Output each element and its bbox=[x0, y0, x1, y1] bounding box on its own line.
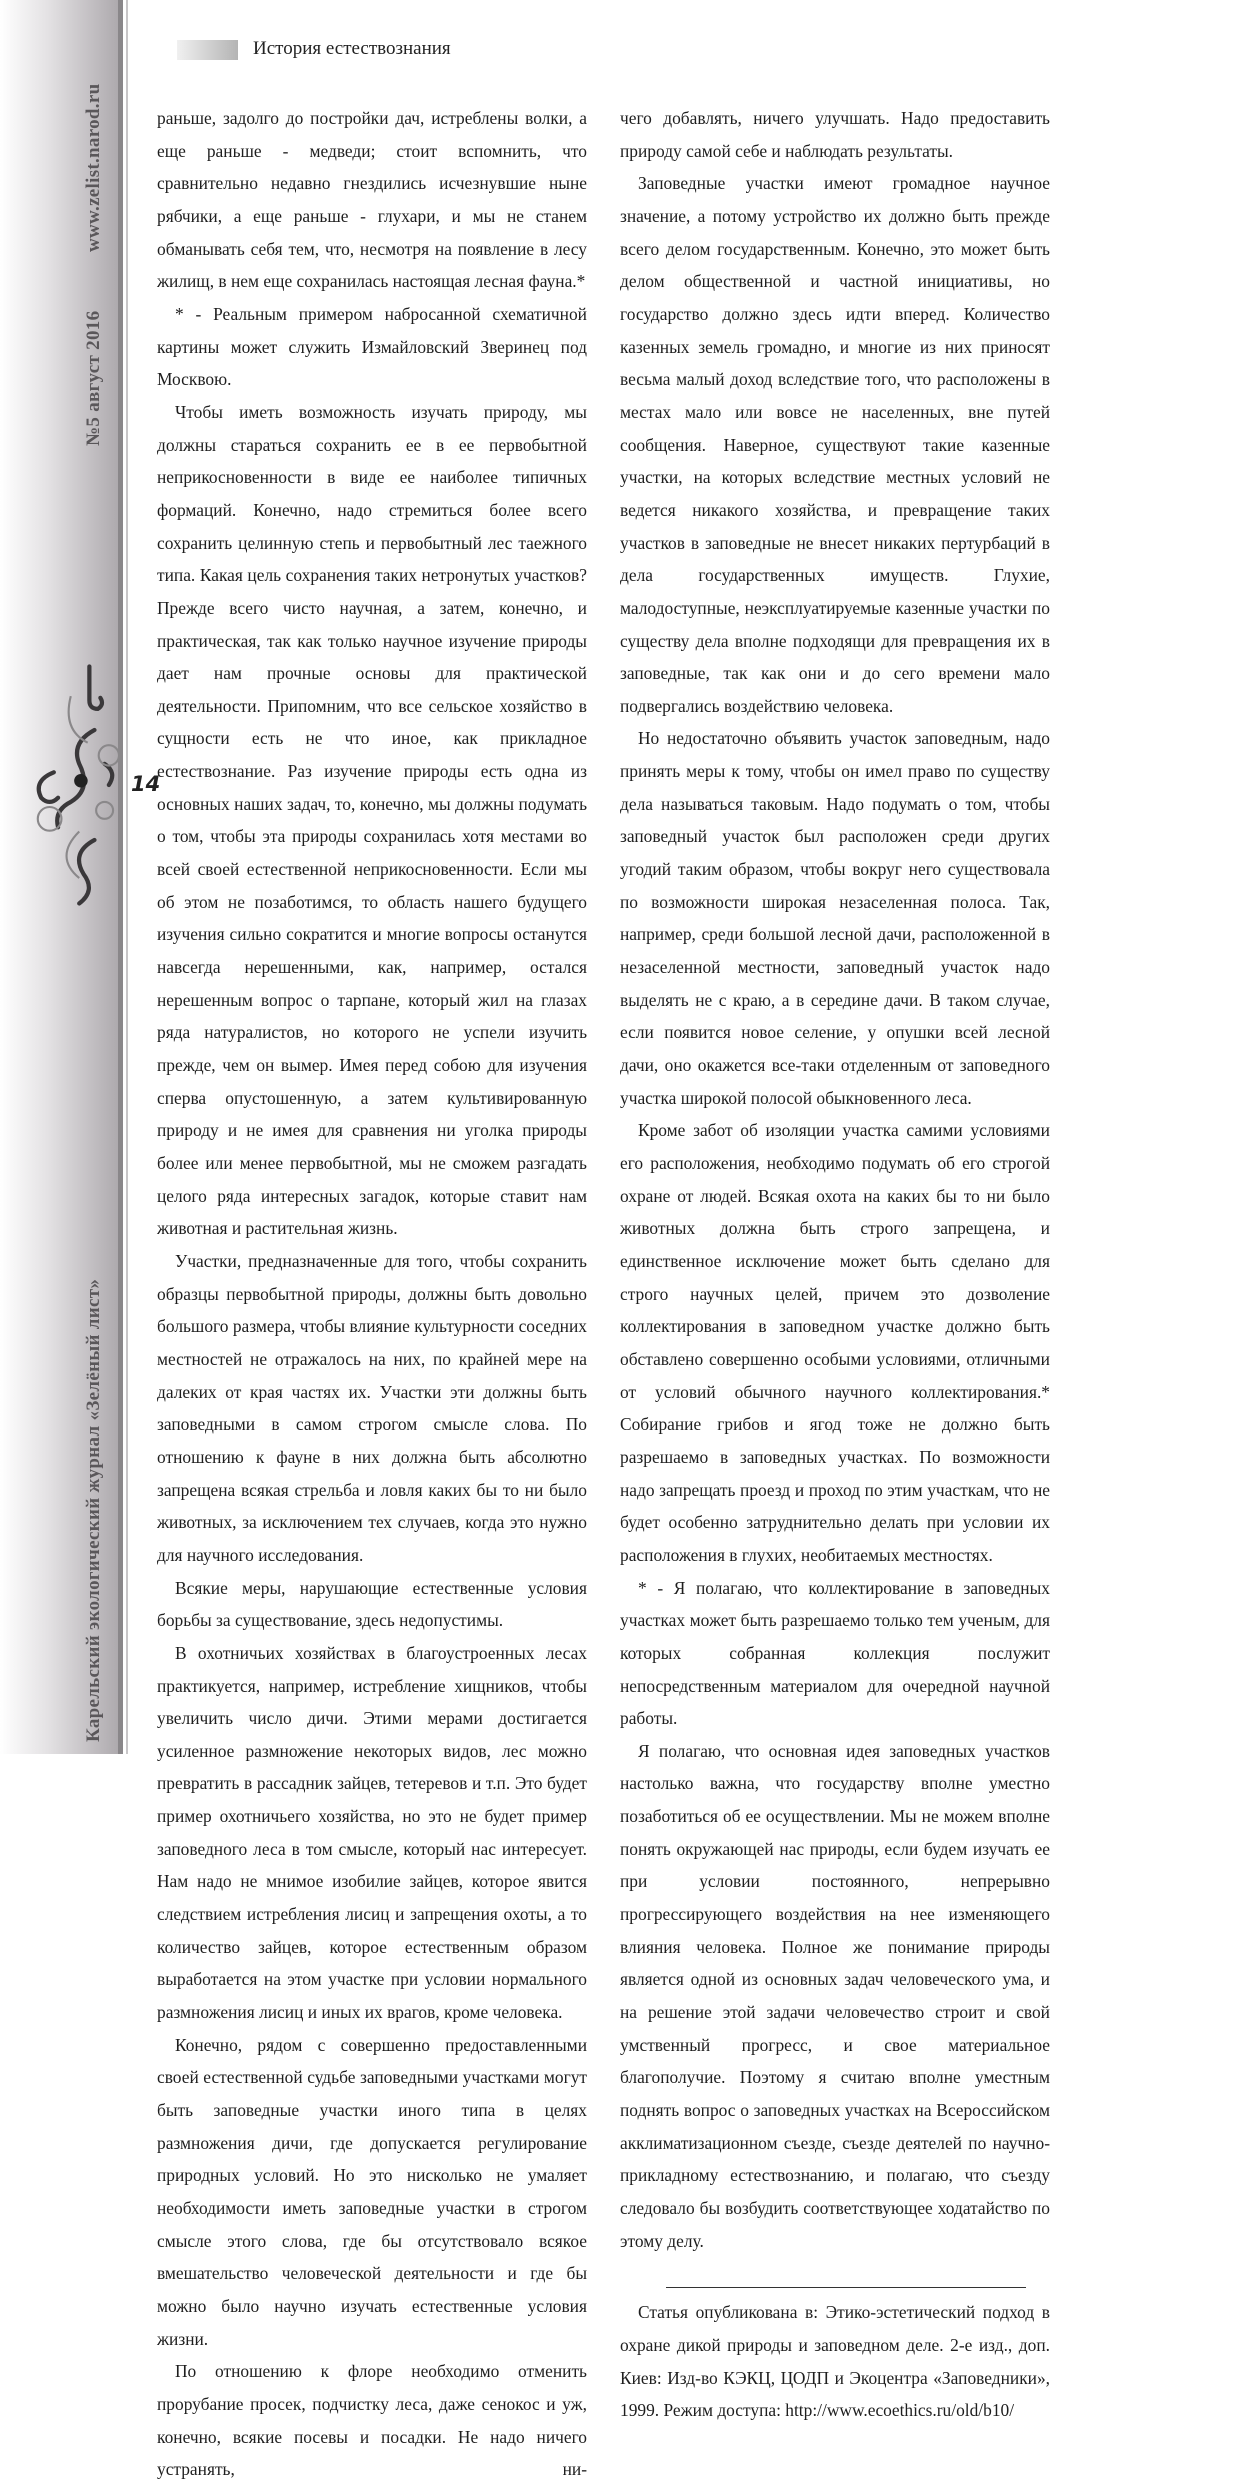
flourish-ornament-icon bbox=[20, 640, 130, 930]
paragraph: Конечно, рядом с совершенно предоставленными своей естественной судьбе заповедными участками могут быть заповедные участки иного типа в целях размножения дичи, где допускается регулирование природных условий. Но это нисколько не умаляет необходимости иметь заповедные участки в строгом смысле этого слова, где бы отсутствовало всякое вмешательство человеческой деятельности и где бы можно было научно изучать естественные условия жизни. bbox=[157, 2034, 587, 2349]
paragraph: В охотничьих хозяйствах в благоустроенных лесах практикуется, например, истребление хищников, чтобы увеличить число дичи. Этими мерами достигается усиленное размножение некоторых видов, лес можно превратить в рассадник зайцев, тетеревов и т.п. Это будет пример охотничьего хозяйства, но это не будет пример заповедного леса в том смысле, который нас интересует. Нам надо не мнимое изобилие зайцев, которое явится следствием истребления лисиц и запрещения охоты, а то количество зайцев, которое естественным образом выработается на этом участке при условии нормального размножения лисиц и иных их врагов, кроме человека. bbox=[157, 1642, 587, 2023]
section-title: История естествознания bbox=[253, 38, 451, 59]
paragraph: Заповедные участки имеют громадное научное значение, а потому устройство их должно быть прежде всего делом государственным. Конечно, это может быть делом общественной и частной инициативы, но государство должно здесь идти вперед. Количество казенных земель громадно, и многие из них приносят весьма малый доход вследствие того, что расположены в местах мало или вовсе не населенных, вне путей сообщения. Наверное, существуют такие казенные участки, на которых вследствие местных условий не ведется никакого хозяйства, и превращение таких участков в заповедные не внесет никаких пертурбаций в дела государственных имуществ. Глухие, малодоступные, неэксплуатируемые казенные участки по существу дела вполне подходящи для превращения их в заповедные, так как они и до сего времени мало подвергались воздействию человека. bbox=[620, 173, 1050, 716]
right-column bbox=[620, 102, 1050, 2427]
source-note: Статья опубликована в: Этико-эстетический подход в охране дикой природы и заповедном деле. 2-е изд., доп. Киев: Изд-во КЭКЦ, ЦОДП и Экоцентра «Заповедники», 1999. Режим доступа: http://www.ecoethics.ru/old/b10/ bbox=[620, 2302, 1050, 2421]
paragraph: Участки, предназначенные для того, чтобы сохранить образцы первобытной природы, должны быть довольно большого размера, чтобы влияние культурности соседних местностей не отражалось на них, по крайней мере на далеких от края частях их. Участки эти должны быть заповедными в самом строгом смысле слова. По отношению к фауне в них должна быть абсолютно запрещена всякая стрельба и ловля каких бы то ни было животных, за исключением тех случаев, когда это нужно для научного исследования. bbox=[157, 1250, 587, 1565]
website-url: www.zelist.narod.ru bbox=[83, 83, 104, 252]
journal-title: Карельский экологический журнал «Зелёный лист» bbox=[83, 1278, 104, 1742]
header-accent-bar bbox=[177, 40, 238, 60]
paragraph: Всякие меры, нарушающие естественные условия борьбы за существование, здесь недопустимы. bbox=[157, 1577, 587, 1631]
paragraph: чего добавлять, ничего улучшать. Надо предоставить природу самой себе и наблюдать результаты. bbox=[620, 108, 1050, 161]
paragraph: По отношению к флоре необходимо отменить прорубание просек, подчистку леса, даже сенокос и уж, конечно, всякие посевы и посадки. Не надо ничего устранять, ни- bbox=[157, 2361, 587, 2480]
source-divider bbox=[666, 2287, 1026, 2288]
left-column bbox=[157, 102, 587, 2486]
paragraph: раньше, задолго до постройки дач, истреблены волки, а еще раньше - медведи; стоит вспомнить, что сравнительно недавно гнездились исчезнувшие ныне рябчики, а еще раньше - глухари, и мы не станем обманывать себя тем, что, несмотря на появление в лесу жилищ, в нем еще сохранилась настоящая лесная фауна.* bbox=[157, 108, 587, 292]
footnote: * - Я полагаю, что коллектирование в заповедных участках может быть разрешаемо только тем ученым, для которых собранная коллекция послужит непосредственным материалом для очередной научной работы. bbox=[620, 1577, 1050, 1729]
paragraph: Но недостаточно объявить участок заповедным, надо принять меры к тому, чтобы он имел право по существу дела называться таковым. Надо подумать о том, чтобы заповедный участок был расположен среди других угодий таким образом, чтобы вокруг него существовала по возможности широкая незаселенная полоса. Так, например, среди большой лесной дачи, расположенной в незаселенной местности, заповедный участок надо выделять не с краю, а в середине дачи. В таком случае, если появится новое селение, у опушки всей лесной дачи, оно окажется все-таки отделенным от заповедного участка широкой полосой обыкновенного леса. bbox=[620, 728, 1050, 1108]
issue-label: №5 август 2016 bbox=[83, 310, 104, 446]
paragraph: Чтобы иметь возможность изучать природу, мы должны стараться сохранить ее в ее первобытной неприкосновенности в виде ее наиболее типичных формаций. Конечно, надо стремиться более всего сохранить целинную степь и первобытный лес таежного типа. Какая цель сохранения таких нетронутых участков? Прежде всего чисто научная, а затем, конечно, и практическая, так как только научное изучение природы дает нам прочные основы для практической деятельности. Припомним, что все сельское хозяйство в сущности есть не что иное, как прикладное естествознание. Раз изучение природы есть одна из основных наших задач, то, конечно, мы должны подумать о том, чтобы эта природы сохранилась хотя местами во всей своей естественной неприкосновенности. Если мы об этом не позаботимся, то область нашего будущего изучения сильно сократится и многие вопросы останутся навсегда нерешенными, как, например, остался нерешенным вопрос о тарпане, который жил на глазах ряда натуралистов, но которого не успели изучить прежде, чем он вымер. Имея перед собою для изучения сперва опустошенную, а затем культивированную природу и не имея для сравнения ни уголка природы более или менее первобытной, мы не сможем разгадать целого ряда интересных загадок, которые ставит нам животная и растительная жизнь. bbox=[157, 401, 587, 1239]
page-number: 14 bbox=[131, 772, 161, 796]
paragraph: Кроме забот об изоляции участка самими условиями его расположения, необходимо подумать об его строгой охране от людей. Всякая охота на каких бы то ни было животных должна быть строго запрещена, и единственное исключение может быть сделано для строго научных целей, причем это дозволение коллектирования в заповедном участке должно быть обставлено совершенно особыми условиями, отличными от условий обычного научного коллектирования.* Собирание грибов и ягод тоже не должно быть разрешаемо в заповедных участках. По возможности надо запрещать проезд и проход по этим участкам, что не будет особенно затруднительно делать при условии их расположения в глухих, необитаемых местностях. bbox=[620, 1120, 1050, 1565]
footnote: * - Реальным примером набросанной схематичной картины может служить Измайловский Зверинец под Москвою. bbox=[157, 303, 587, 390]
paragraph: Я полагаю, что основная идея заповедных участков настолько важна, что государству вполне уместно позаботиться об ее осуществлении. Мы не можем вполне понять окружающей нас природы, если будем изучать ее при условии постоянного, непрерывно прогрессирующего воздействия на нее изменяющего влияния человека. Полное же понимание природы является одной из основных задач человеческого ума, и на решение этой задачи человечество строит и свой умственный прогресс, и свое материальное благополучие. Поэтому я считаю вполне уместным поднять вопрос о заповедных участках на Всероссийском акклиматизационном съезде, съезде деятелей по научно-прикладному естествознанию, и полагаю, что съезду следовало бы возбудить соответствующее ходатайство по этому делу. bbox=[620, 1740, 1050, 2251]
